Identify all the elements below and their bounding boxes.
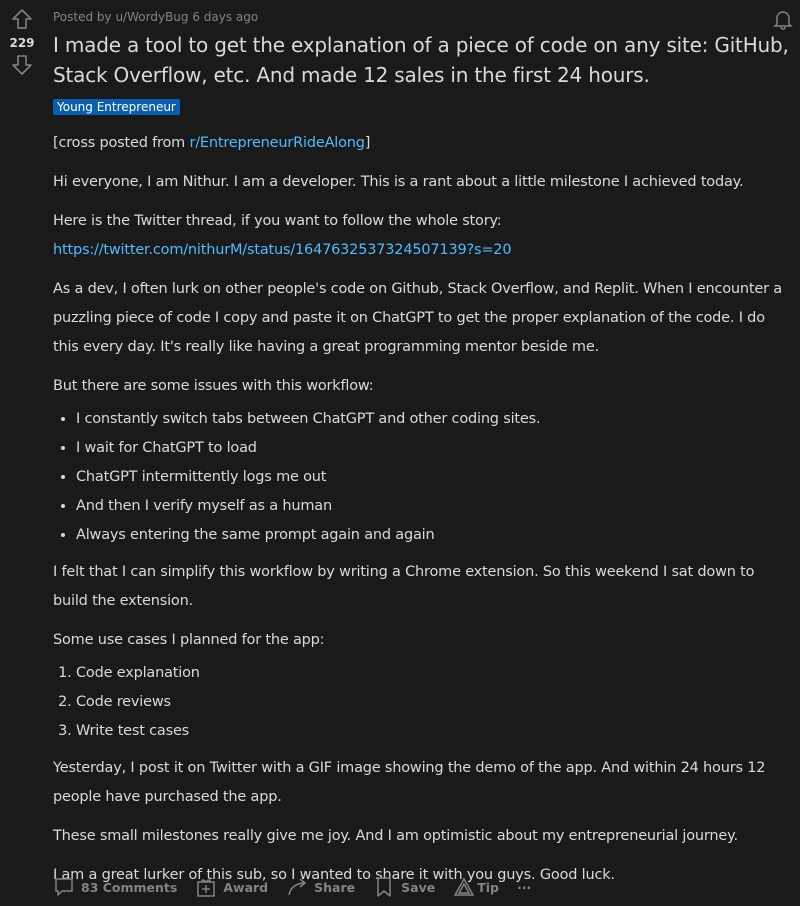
paragraph-extension: I felt that I can simplify this workflow by writing a Chrome extension. So this weekend I sat down to build the extension. [53, 564, 755, 609]
list-item: • Always entering the same prompt again and again [76, 521, 793, 550]
list-item: 3. Write test cases [76, 717, 793, 746]
comments-button[interactable] [53, 876, 177, 898]
paragraph-closing: I am a great lurker of this sub, so I wanted to share it with you guys. Good luck. [53, 867, 615, 883]
share-arrow-icon [286, 876, 308, 898]
vote-column [0, 8, 44, 76]
post-actions [53, 876, 531, 898]
list-item: • I wait for ChatGPT to load [76, 434, 793, 463]
award-label: Award [223, 879, 269, 895]
bookmark-icon [373, 876, 395, 898]
comments-label: 83 Comments [81, 879, 178, 895]
tip-triangle-icon [453, 876, 475, 898]
list-item: • I constantly switch tabs between ChatGPT and other coding sites. [76, 405, 793, 434]
save-button[interactable] [373, 876, 435, 898]
paragraph-intro: Hi everyone, I am Nithur. I am a developer. This is a rant about a little milestone I achieved today. [53, 174, 744, 190]
paragraph-sales: Yesterday, I post it on Twitter with a GIF image showing the demo of the app. And within 24 hours 12 people have purchased the app. [53, 760, 766, 805]
save-label: Save [401, 879, 436, 895]
downvote-icon[interactable] [11, 54, 33, 76]
crosspost-prefix: [cross posted from [53, 135, 190, 151]
award-button[interactable] [195, 876, 268, 898]
crosspost-link[interactable]: r/EntrepreneurRideAlong [189, 135, 365, 151]
paragraph-use-cases-intro: Some use cases I planned for the app: [53, 632, 325, 648]
gift-icon [195, 876, 217, 898]
post-flair[interactable]: Young Entrepreneur [53, 99, 180, 115]
issues-list [53, 405, 793, 550]
list-item: • And then I verify myself as a human [76, 492, 793, 521]
paragraph-twitter [53, 207, 793, 265]
comment-icon [53, 876, 75, 898]
tip-label: Tip [477, 879, 499, 895]
more-options-button[interactable]: ··· [516, 879, 532, 895]
post-body [53, 10, 793, 900]
post-title[interactable]: I made a tool to get the explanation of a piece of code on any site: GitHub, Stack Overflow, etc. And made 12 sales in the first 24 hours. [53, 33, 789, 87]
crosspost-suffix: ] [364, 135, 371, 151]
twitter-link[interactable]: https://twitter.com/nithurM/status/1647632537324507139?s=20 [53, 242, 512, 258]
vote-score: 229 [9, 36, 35, 50]
paragraph-workflow: As a dev, I often lurk on other people's code on Github, Stack Overflow, and Replit. When I encounter a puzzling piece of code I copy and paste it on ChatGPT to get the proper explanation of the code. I do this every day. It's really like having a great programming mentor beside me. [53, 281, 782, 355]
crosspost-line [53, 129, 793, 158]
share-label: Share [314, 879, 356, 895]
post-meta[interactable]: Posted by u/WordyBug 6 days ago [53, 10, 259, 24]
upvote-icon[interactable] [11, 8, 33, 30]
share-button[interactable] [286, 876, 355, 898]
use-cases-list [53, 659, 793, 746]
paragraph-joy: These small milestones really give me joy. And I am optimistic about my entrepreneurial journey. [53, 828, 738, 844]
list-item: • ChatGPT intermittently logs me out [76, 463, 793, 492]
list-item: 2. Code reviews [76, 688, 793, 717]
twitter-text: Here is the Twitter thread, if you want to follow the whole story: [53, 213, 502, 229]
tip-button[interactable] [453, 876, 499, 898]
paragraph-issues-intro: But there are some issues with this workflow: [53, 378, 374, 394]
list-item: 1. Code explanation [76, 659, 793, 688]
